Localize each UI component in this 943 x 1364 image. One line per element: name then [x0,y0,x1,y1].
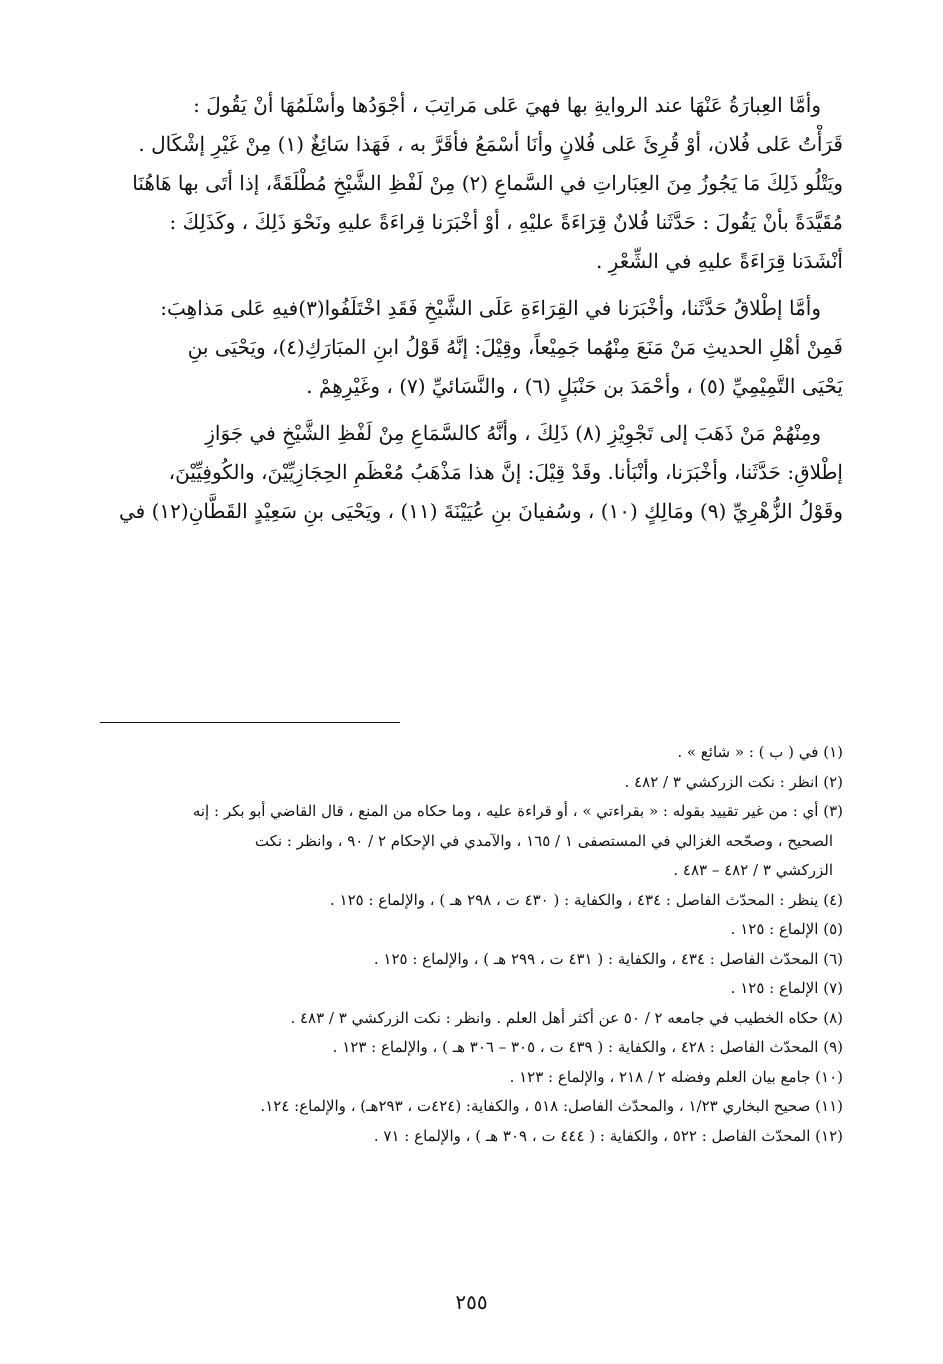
text-line: ومِنْهُمْ مَنْ ذَهَبَ إلى تَجْوِيْزِ (٨) ذَلِكَ ، وأنَّهُ كالسَّمَاعِ مِنْ لَفْظِ الشَّيْخِ في جَوَازِ [205,421,821,445]
footnote-separator [100,722,400,723]
footnotes [78,738,843,1151]
text-line: مُقَيَّدَةً بأنْ يَقُولَ : حَدَّثَنا فُلانٌ قِرَاءَةً عليْهِ ، أوْ أخْبَرَنا قِراءَةً عليهِ ونَحْوَ ذَلِكَ ، وكَذَلِكَ : [169,210,843,234]
text-line: وأمَّا إطْلاقُ حَدَّثَنا، وأخْبَرَنا في القِرَاءَةِ عَلَى الشَّيْخِ فَقَدِ اخْتَلَفُوا(٣)فيهِ عَلى مَذاهِبَ: [160,296,821,320]
footnote-line: الزركشي ٣ / ٤٨٢ – ٤٨٣ . [673,861,833,879]
footnote-line: (٥) الإلماع : ١٢٥ . [730,920,843,938]
footnote-line: (١٠) جامع بيان العلم وفضله ٢ / ٢١٨ ، والإلماع : ١٢٣ . [509,1067,843,1086]
text-line: فَمِنْ أهْلِ الحديثِ مَنْ مَنَعَ مِنْهُما جَمِيْعاً، وقِيْلَ: إنَّهُ قَوْلُ ابنِ المبَارَكِ(٤)، ويَحْيَى بنِ [187,335,843,359]
footnote-line: الصحيح ، وصحّحه الغزالي في المستصفى ١ / ١٦٥ ، والآمدي في الإحكام ٢ / ٩٠ ، وانظر : نكت [254,831,833,850]
text-line: ويَتْلُو ذَلِكَ مَا يَجُوزُ مِنَ العِبَاراتِ في السَّماعِ (٢) مِنْ لَفْظِ الشَّيْخِ مُطْلَقَةً، إذا أتَى بها هَاهُنَا [132,171,843,195]
footnote-line: (٢) انظر : نكت الزركشي ٣ / ٤٨٢ . [624,772,843,791]
main-text [98,86,843,531]
footnote-line: (٩) المحدّث الفاصل : ٤٢٨ ، والكفاية : ( ٤٣٩ ت ، ٣٠٥ – ٣٠٦ هـ ) ، والإلماع : ١٢٣ . [332,1038,843,1056]
footnote-line: (٨) حكاه الخطيب في جامعه ٢ / ٥٠ عن أكثر أهل العلم . وانظر : نكت الزركشي ٣ / ٤٨٣ . [290,1008,843,1027]
text-line: يَحْيَى التَّمِيْمِيِّ (٥) ، وأحْمَدَ بن حَنْبَلٍ (٦) ، والنَّسَائيِّ (٧) ، وغَيْرِهِمْ . [306,374,843,398]
footnote-line: (١) في ( ب ) : « شائع » . [677,743,843,761]
footnote-line: (٣) أي : من غير تقييد بقوله : « بقراءتي » ، أو قراءة عليه ، وما حكاه من المنع ، قال القاضي أبو بكر : إنه [192,802,843,820]
footnote-line: (٤) ينظر : المحدّث الفاصل : ٤٣٤ ، والكفاية : ( ٤٣٠ ت ، ٢٩٨ هـ ) ، والإلماع : ١٢٥ . [330,890,843,909]
footnote-line: (١١) صحيح البخاري ١/٢٣ ، والمحدّث الفاصل: ٥١٨ ، والكفاية: (٤٢٤ت ، ٢٩٣هـ) ، والإلماع: ١٢٤. [260,1097,843,1115]
page-number: ٢٥٥ [455,1290,488,1314]
text-line: أنْشَدَنا قِرَاءَةً عليهِ في الشِّعْرِ . [595,249,843,273]
text-line: وأمَّا العِبارَةُ عَنْهَا عند الروايةِ بها فهيَ عَلى مَراتِبَ ، أجْوَدُها وأسْلَمُهَا أنْ يَقُولَ : [193,93,821,117]
text-line: وقَوْلُ الزُّهْرِيِّ (٩) ومَالِكٍ (١٠) ، وسُفيانَ بنِ عُيَيْنَةَ (١١) ، ويَحْيَى بنِ سَعِيْدٍ القَطَّانِ(١٢) في [119,499,843,523]
footnote-line: (٧) الإلماع : ١٢٥ . [730,979,843,997]
text-line: إطْلاقِ: حَدَّثَنا، وأخْبَرَنا، وأنْبَأنا. وقَدْ قِيْلَ: إنَّ هذا مَذْهَبُ مُعْظَمِ الحِجَازِيِّيْنَ، والكُوفِيِّيْنَ، [168,460,843,484]
text-line: قَرَأْتُ عَلى فُلان، أوْ قُرِئَ عَلى فُلانٍ وأنَا أسْمَعُ فأقَرَّ به ، فَهَذا سَائِغٌ (١) مِنْ غَيْرِ إشْكَال . [138,132,843,156]
footnote-line: (٦) المحدّث الفاصل : ٤٣٤ ، والكفاية : ( ٤٣١ ت ، ٢٩٩ هـ ) ، والإلماع : ١٢٥ . [373,949,843,968]
footnote-line: (١٢) المحدّث الفاصل : ٥٢٢ ، والكفاية : ( ٤٤٤ ت ، ٣٠٩ هـ ) ، والإلماع : ٧١ . [373,1126,843,1145]
